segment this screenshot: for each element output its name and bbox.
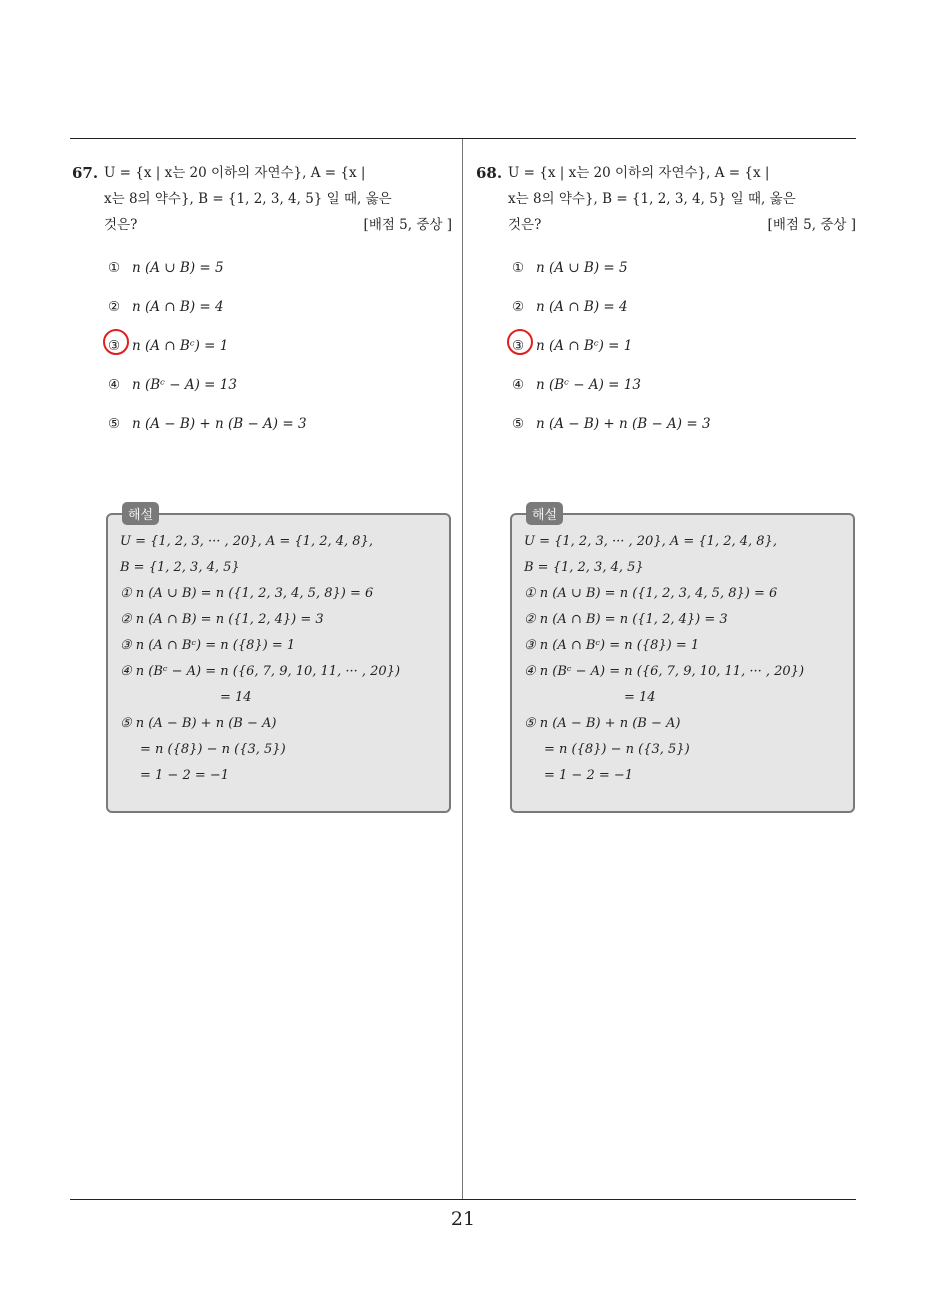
solution-line: = n ({8}) − n ({3, 5})	[140, 742, 286, 757]
choice-expression: n (A − B) + n (B − A) = 3	[132, 416, 307, 432]
choice-marker: ⑤	[108, 416, 121, 432]
score-meta: [배점 5, 중상 ]	[767, 217, 856, 233]
column-divider	[462, 139, 463, 1200]
answer-circle-icon	[103, 329, 129, 355]
solution-line: = 1 − 2 = −1	[140, 768, 230, 783]
question-number: 68.	[476, 164, 503, 182]
choice-marker: ②	[108, 299, 121, 315]
choice-expression: n (A ∩ B) = 4	[132, 299, 224, 315]
solution-line: = 1 − 2 = −1	[544, 768, 634, 783]
footer-rule	[70, 1199, 856, 1200]
choice-marker: ④	[512, 377, 525, 393]
question-stem	[476, 160, 856, 238]
solution-line: ① n (A ∪ B) = n ({1, 2, 3, 4, 5, 8}) = 6	[120, 586, 374, 601]
choice-list	[512, 260, 856, 455]
choice-marker: ②	[512, 299, 525, 315]
solution-line: ④ n (Bᶜ − A) = n ({6, 7, 9, 10, 11, ··· , 20})	[120, 664, 401, 679]
solution-line: ③ n (A ∩ Bᶜ) = n ({8}) = 1	[524, 638, 700, 653]
stem-line: 것은?	[508, 217, 542, 233]
choice-4[interactable]	[108, 377, 452, 416]
choice-expression: n (A ∩ Bᶜ) = 1	[536, 338, 633, 354]
choice-expression: n (A ∩ B) = 4	[536, 299, 628, 315]
solution-line: ② n (A ∩ B) = n ({1, 2, 4}) = 3	[120, 612, 324, 627]
choice-expression: n (A ∩ Bᶜ) = 1	[132, 338, 229, 354]
choice-1[interactable]	[108, 260, 452, 299]
answer-circle-icon	[507, 329, 533, 355]
choice-expression: n (A ∪ B) = 5	[132, 260, 224, 276]
solution-line: = 14	[220, 690, 252, 705]
score-meta: [배점 5, 중상 ]	[363, 217, 452, 233]
question-stem	[72, 160, 452, 238]
solution-line: = 14	[624, 690, 656, 705]
choice-marker: ①	[108, 260, 121, 276]
solution-box	[106, 508, 451, 813]
stem-line: U = {x | x는 20 이하의 자연수}, A = {x |	[508, 165, 770, 181]
solution-line: ⑤ n (A − B) + n (B − A)	[120, 716, 277, 731]
choice-expression: n (A ∪ B) = 5	[536, 260, 628, 276]
choice-marker: ③	[108, 338, 121, 354]
choice-expression: n (Bᶜ − A) = 13	[132, 377, 237, 393]
solution-line: ⑤ n (A − B) + n (B − A)	[524, 716, 681, 731]
solution-tag: 해설	[526, 502, 563, 525]
stem-line: x는 8의 약수}, B = {1, 2, 3, 4, 5} 일 때, 옳은	[104, 191, 392, 207]
solution-line: B = {1, 2, 3, 4, 5}	[120, 560, 240, 575]
stem-line: U = {x | x는 20 이하의 자연수}, A = {x |	[104, 165, 366, 181]
choice-marker: ③	[512, 338, 525, 354]
solution-line: ① n (A ∪ B) = n ({1, 2, 3, 4, 5, 8}) = 6	[524, 586, 778, 601]
solution-line: B = {1, 2, 3, 4, 5}	[524, 560, 644, 575]
choice-5[interactable]	[108, 416, 452, 455]
choice-expression: n (A − B) + n (B − A) = 3	[536, 416, 711, 432]
question-67	[72, 160, 452, 813]
solution-line: ② n (A ∩ B) = n ({1, 2, 4}) = 3	[524, 612, 728, 627]
choice-marker: ①	[512, 260, 525, 276]
solution-line: U = {1, 2, 3, ··· , 20}, A = {1, 2, 4, 8},	[120, 534, 373, 549]
stem-line: x는 8의 약수}, B = {1, 2, 3, 4, 5} 일 때, 옳은	[508, 191, 796, 207]
choice-4[interactable]	[512, 377, 856, 416]
solution-line: U = {1, 2, 3, ··· , 20}, A = {1, 2, 4, 8},	[524, 534, 777, 549]
stem-line: 것은?	[104, 217, 138, 233]
choice-3[interactable]	[512, 338, 856, 377]
choice-2[interactable]	[512, 299, 856, 338]
solution-line: ③ n (A ∩ Bᶜ) = n ({8}) = 1	[120, 638, 296, 653]
solution-line: ④ n (Bᶜ − A) = n ({6, 7, 9, 10, 11, ··· , 20})	[524, 664, 805, 679]
choice-list	[108, 260, 452, 455]
solution-tag: 해설	[122, 502, 159, 525]
choice-5[interactable]	[512, 416, 856, 455]
question-68	[476, 160, 856, 813]
solution-line: = n ({8}) − n ({3, 5})	[544, 742, 690, 757]
header-rule	[70, 138, 856, 139]
question-number: 67.	[72, 164, 99, 182]
choice-1[interactable]	[512, 260, 856, 299]
choice-2[interactable]	[108, 299, 452, 338]
choice-marker: ④	[108, 377, 121, 393]
page-number: 21	[450, 1208, 476, 1230]
choice-marker: ⑤	[512, 416, 525, 432]
choice-expression: n (Bᶜ − A) = 13	[536, 377, 641, 393]
solution-box	[510, 508, 855, 813]
choice-3[interactable]	[108, 338, 452, 377]
